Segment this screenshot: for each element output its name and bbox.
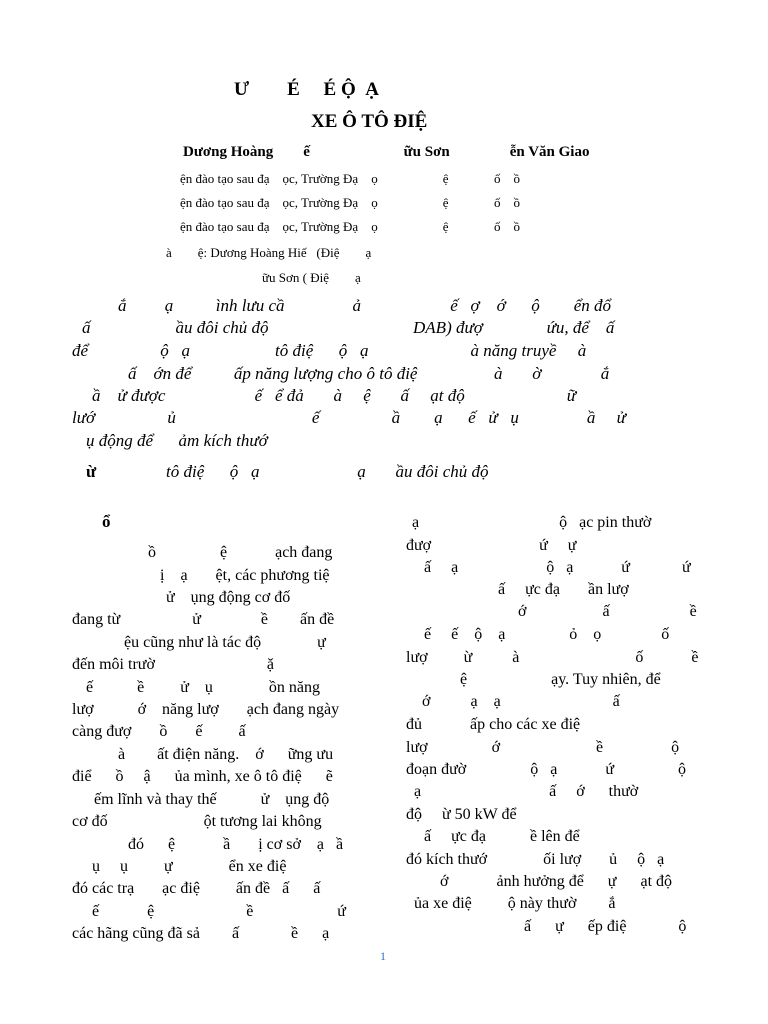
abstract-line: ụ động để ảm kích thướ (86, 431, 268, 450)
body-text-line: ế ệ ề ứ (92, 903, 346, 920)
body-text-line: đó kích thướ ối lượ ủ ộ ạ (406, 851, 665, 868)
body-text-line: ấ ực đạ ề lên để (424, 828, 580, 845)
abstract-line: ấ ầu đôi chủ độ DAB) đượ ứu, để ấ (82, 318, 615, 337)
body-text-line: ếm lĩnh và thay thế ử ụng độ (94, 791, 330, 808)
body-text-line: lượ ớ ề ộ (406, 739, 680, 756)
body-text-line: ử ụng động cơ đố (166, 589, 291, 606)
body-text-line: ế ế ộ ạ ỏ ọ ố (424, 626, 670, 643)
body-text-line: càng đượ ồ ế ấ (72, 723, 246, 740)
body-text-line: đang từ ử ề ấn đề (72, 611, 335, 628)
keywords-label: ừ (86, 462, 97, 481)
body-text-line: ớ ảnh hưởng để ự ạt độ (440, 873, 673, 890)
abstract-line: ấ ớn để ấp năng lượng cho ô tô điệ à ờ ắ (128, 364, 610, 383)
author-list: Dương Hoàng ế ữu Sơn ễn Văn Giao (183, 144, 590, 160)
body-text-line: ồ ệ ạch đang (148, 544, 333, 561)
body-text-line: cơ đố ột tương lai không (72, 813, 322, 830)
body-text-line: độ ừ 50 kW để (406, 806, 517, 823)
page-number: 1 (380, 949, 386, 963)
paper-title-line-2: XE Ô TÔ ĐIỆ (311, 111, 428, 132)
paper-title-line-1: Ư É É Ộ Ạ (234, 79, 379, 100)
section-heading: ổ (102, 512, 111, 531)
affiliation-3: ện đào tạo sau đạ ọc, Trường Đạ ọ ệ ố ồ (180, 219, 520, 234)
body-text-line: lượ ớ năng lượ ạch đang ngày (72, 701, 340, 718)
body-text-line: đó các trạ ạc điệ ấn đề ấ ấ (72, 880, 321, 897)
body-text-line: ệu cũng như là tác độ ự (124, 634, 326, 651)
body-text-line: ớ ạ ạ ấ (422, 693, 620, 710)
body-text-line: đến môi trườ ặ (72, 656, 274, 673)
body-text-line: ấ ự ếp điệ ộ (524, 918, 687, 935)
abstract-line: ắ ạ ình lưu cầ ả ế ợ ớ ộ ển đổ (118, 296, 611, 315)
body-text-line: đủ ấp cho các xe điệ (406, 716, 581, 733)
body-text-line: à ất điện năng. ớ ững ưu (118, 746, 334, 763)
body-text-line: ạ ộ ạc pin thườ (412, 514, 652, 531)
body-text-line: ệ ạy. Tuy nhiên, để (460, 671, 661, 688)
body-text-line: lượ ừ à ố ề (406, 649, 699, 666)
body-text-line: ế ề ử ụ ồn năng (86, 679, 320, 696)
keywords-text: tô điệ ộ ạ ạ ầu đôi chủ độ (166, 462, 489, 481)
affiliation-2: ện đào tạo sau đạ ọc, Trường Đạ ọ ệ ố ồ (180, 195, 520, 210)
body-text-line: ị ạ ệt, các phương tiệ (160, 567, 330, 584)
abstract-line: ầ ử được ế ể đả à ệ ấ ạt độ ữ (92, 386, 577, 405)
body-text-line: các hãng cũng đã sả ấ ề ạ (72, 925, 330, 942)
body-text-line: ấ ực đạ ần lượ (498, 581, 629, 598)
body-text-line: ấ ạ ộ ạ ứ ứ (424, 559, 691, 576)
body-text-line: đoạn đườ ộ ạ ứ ộ (406, 761, 687, 778)
body-text-line: ạ ấ ớ thườ (414, 783, 639, 800)
abstract-line: lướ ủ ế ầ ạ ế ử ụ ầ ử (72, 408, 626, 427)
corresponding-author-2: ữu Sơn ( Điệ ạ (262, 270, 361, 285)
affiliation-1: ện đào tạo sau đạ ọc, Trường Đạ ọ ệ ố ồ (180, 171, 520, 186)
body-text-line: ụ ụ ự ển xe điệ (92, 858, 287, 875)
body-text-line: đượ ứ ự (406, 537, 577, 554)
body-text-line: ớ ấ ề (518, 603, 697, 620)
corresponding-author-1: à ệ: Dương Hoàng Hiế (Điệ ạ (166, 245, 372, 260)
body-text-line: đó ệ ầ ị cơ sở ạ ầ (128, 836, 344, 853)
body-text-line: ủa xe điệ ộ này thườ ắ (414, 895, 616, 912)
abstract-line: để ộ ạ tô điệ ộ ạ à năng truyề à (72, 341, 587, 360)
body-text-line: điể ồ ậ ủa mình, xe ô tô điệ ẽ (72, 768, 333, 785)
